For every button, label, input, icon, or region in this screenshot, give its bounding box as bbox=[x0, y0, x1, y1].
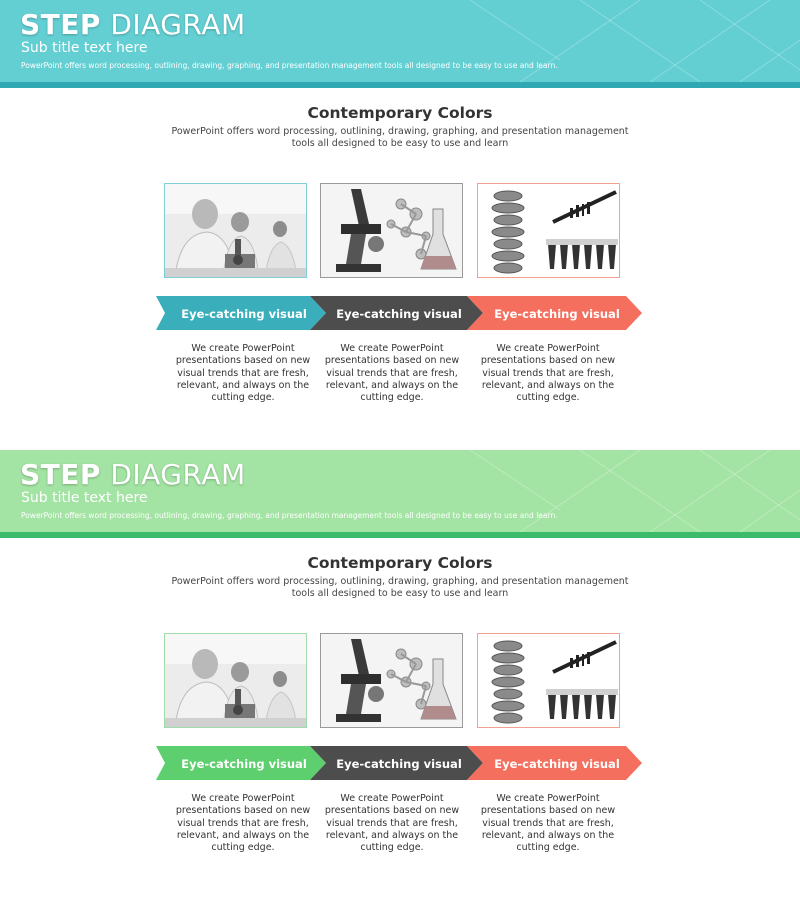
step-label-3: Eye-catching visual bbox=[494, 307, 620, 321]
title-light: DIAGRAM bbox=[110, 8, 246, 41]
scientists-microscope-photo bbox=[164, 633, 307, 728]
dna-pipette-photo bbox=[477, 183, 620, 278]
page-title bbox=[20, 8, 246, 41]
slide-green bbox=[0, 450, 800, 900]
step-description-1: We create PowerPoint presentations based on new visual trends that are fresh, relevant, and always on the cutting edge. bbox=[175, 793, 311, 854]
step-description-3: We create PowerPoint presentations based on new visual trends that are fresh, relevant, and always on the cutting edge. bbox=[480, 343, 616, 404]
banner-accent-bar bbox=[0, 532, 800, 538]
title-bold: STEP bbox=[20, 458, 101, 491]
step-label-2: Eye-catching visual bbox=[336, 307, 462, 321]
microscope-molecule-photo bbox=[320, 633, 463, 728]
title-light: DIAGRAM bbox=[110, 458, 246, 491]
scientists-microscope-photo bbox=[164, 183, 307, 278]
page-title bbox=[20, 458, 246, 491]
step-label-1: Eye-catching visual bbox=[181, 757, 307, 771]
microscope-molecule-photo bbox=[320, 183, 463, 278]
title-bold: STEP bbox=[20, 8, 101, 41]
dna-pipette-photo bbox=[477, 633, 620, 728]
section-intro: PowerPoint offers word processing, outlining, drawing, graphing, and presentation management tools all designed to be easy to use and learn bbox=[171, 126, 629, 149]
banner-description: PowerPoint offers word processing, outlining, drawing, graphing, and presentation management tools all designed to be easy to use and learn. bbox=[21, 511, 558, 520]
step-description-2: We create PowerPoint presentations based on new visual trends that are fresh, relevant, and always on the cutting edge. bbox=[324, 793, 460, 854]
banner-accent-bar bbox=[0, 82, 800, 88]
step-description-3: We create PowerPoint presentations based on new visual trends that are fresh, relevant, and always on the cutting edge. bbox=[480, 793, 616, 854]
title-banner bbox=[0, 0, 800, 82]
title-banner bbox=[0, 450, 800, 532]
step-label-1: Eye-catching visual bbox=[181, 307, 307, 321]
subtitle: Sub title text here bbox=[21, 40, 148, 56]
subtitle: Sub title text here bbox=[21, 490, 148, 506]
step-description-1: We create PowerPoint presentations based on new visual trends that are fresh, relevant, and always on the cutting edge. bbox=[175, 343, 311, 404]
section-heading: Contemporary Colors bbox=[307, 104, 493, 122]
step-label-2: Eye-catching visual bbox=[336, 757, 462, 771]
step-label-3: Eye-catching visual bbox=[494, 757, 620, 771]
section-intro: PowerPoint offers word processing, outlining, drawing, graphing, and presentation management tools all designed to be easy to use and learn bbox=[171, 576, 629, 599]
step-description-2: We create PowerPoint presentations based on new visual trends that are fresh, relevant, and always on the cutting edge. bbox=[324, 343, 460, 404]
section-heading: Contemporary Colors bbox=[307, 554, 493, 572]
banner-description: PowerPoint offers word processing, outlining, drawing, graphing, and presentation management tools all designed to be easy to use and learn. bbox=[21, 61, 558, 70]
